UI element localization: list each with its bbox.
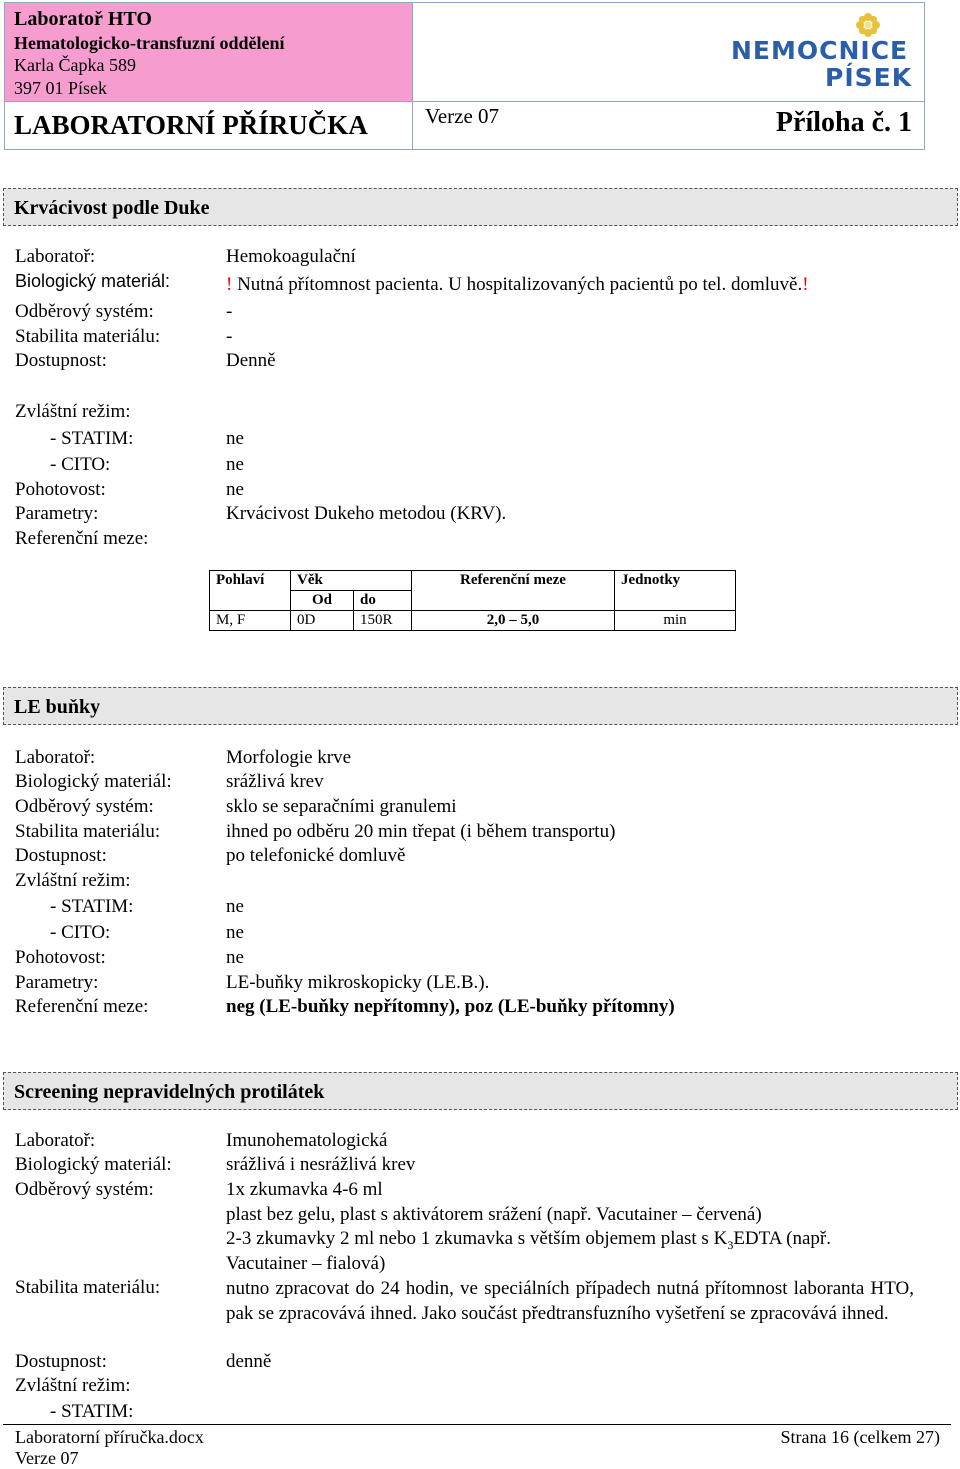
hospital-logo	[413, 3, 924, 102]
street-address: Karla Čapka 589	[14, 55, 136, 75]
label-stability: Stabilita materiálu:	[15, 821, 161, 842]
label-parameters: Parametry:	[15, 972, 99, 993]
label-material: Biologický materiál:	[15, 271, 171, 291]
value-emergency: ne	[226, 947, 244, 968]
label-availability: Dostupnost:	[15, 845, 107, 866]
section-title: Screening nepravidelných protilátek	[14, 1081, 325, 1103]
organization-block	[5, 3, 413, 102]
label-stability: Stabilita materiálu:	[15, 326, 161, 347]
section-title-bar	[3, 1072, 958, 1110]
document-title: LABORATORNÍ PŘÍRUČKA	[14, 110, 368, 140]
appendix-label: Příloha č. 1	[775, 107, 912, 138]
header-from: Od	[291, 591, 354, 611]
section-title-bar	[3, 687, 958, 725]
value-availability: Denně	[226, 350, 276, 371]
table-subheader-row	[210, 591, 736, 611]
label-laboratory: Laboratoř:	[15, 1130, 96, 1151]
section-title-bar	[3, 188, 958, 226]
empty-cell	[615, 591, 736, 611]
value-collection-system-detail	[226, 1228, 831, 1253]
logo-text-nemocnice: NEMOCNICE	[731, 36, 909, 65]
label-laboratory: Laboratoř:	[15, 747, 96, 768]
header-version: Verze 07	[425, 104, 500, 128]
city-address: 397 01 Písek	[14, 78, 108, 98]
label-special-mode: Zvláštní režim:	[15, 401, 131, 422]
warning-mark: !	[802, 274, 809, 295]
value-statim: ne	[226, 428, 244, 449]
header-reference: Referenční meze	[412, 571, 615, 591]
value-collection-system: 1x zkumavka 4-6 ml	[226, 1179, 383, 1200]
footer-version: Verze 07	[15, 1448, 79, 1468]
lab-name: Laboratoř HTO	[14, 8, 152, 30]
footer-filename: Laboratorní příručka.docx	[15, 1427, 204, 1447]
label-statim: - STATIM:	[50, 1401, 134, 1422]
label-reference: Referenční meze:	[15, 996, 149, 1017]
value-material: srážlivá krev	[226, 771, 324, 792]
label-cito: - CITO:	[50, 922, 111, 943]
section-title: LE buňky	[14, 696, 101, 718]
value-stability: nutno zpracovat do 24 hodin, ve speciálních případech nutná přítomnost laboranta HTO, pak se zpracovává ihned. Jako součást předtransfuzního vyšetření se zpracovává ihned.	[226, 1278, 914, 1324]
footer-page-number: Strana 16 (celkem 27)	[780, 1427, 940, 1447]
cell-from: 0D	[291, 611, 354, 631]
label-collection-system: Odběrový systém:	[15, 1179, 154, 1200]
value-collection-system: -	[226, 301, 233, 322]
label-emergency: Pohotovost:	[15, 479, 106, 500]
tube-text: 2-3 zkumavky 2 ml nebo 1 zkumavka s větším objemem plast s K	[226, 1228, 728, 1249]
label-collection-system: Odběrový systém:	[15, 301, 154, 322]
label-material: Biologický materiál:	[15, 771, 172, 792]
label-stability: Stabilita materiálu:	[15, 1277, 161, 1298]
value-reference: neg (LE-buňky nepřítomny), poz (LE-buňky přítomny)	[226, 996, 675, 1017]
document-header	[4, 2, 925, 150]
label-special-mode: Zvláštní režim:	[15, 1375, 131, 1396]
cell-reference: 2,0 – 5,0	[412, 611, 615, 631]
material-text: Nutná přítomnost pacienta. U hospitalizovaných pacientů po tel. domluvě.	[232, 274, 803, 295]
cell-to: 150R	[354, 611, 412, 631]
value-material	[226, 274, 809, 296]
value-material: srážlivá i nesrážlivá krev	[226, 1154, 416, 1175]
label-cito: - CITO:	[50, 454, 111, 475]
label-statim: - STATIM:	[50, 896, 134, 917]
label-parameters: Parametry:	[15, 503, 99, 524]
warning-mark: !	[226, 274, 233, 295]
footer-divider	[3, 1424, 951, 1425]
value-laboratory: Morfologie krve	[226, 747, 352, 768]
label-availability: Dostupnost:	[15, 350, 107, 371]
value-collection-system-detail: plast bez gelu, plast s aktivátorem srážení (např. Vacutainer – červená)	[226, 1204, 762, 1225]
cell-sex: M, F	[210, 611, 291, 631]
header-sex: Pohlaví	[210, 571, 291, 591]
subscript: 3	[727, 1237, 734, 1252]
value-statim: ne	[226, 896, 244, 917]
header-age: Věk	[291, 571, 412, 591]
label-emergency: Pohotovost:	[15, 947, 106, 968]
label-reference: Referenční meze:	[15, 528, 149, 549]
table-row	[210, 611, 736, 631]
label-statim: - STATIM:	[50, 428, 134, 449]
value-laboratory: Hemokoagulační	[226, 246, 356, 267]
tube-text: EDTA (např.	[733, 1228, 831, 1249]
section-title: Krvácivost podle Duke	[14, 197, 210, 219]
value-parameters: LE-buňky mikroskopicky (LE.B.).	[226, 972, 490, 993]
reference-table	[209, 570, 736, 631]
label-availability: Dostupnost:	[15, 1351, 107, 1372]
empty-cell	[412, 591, 615, 611]
table-header-row	[210, 571, 736, 591]
label-material: Biologický materiál:	[15, 1154, 172, 1175]
label-laboratory: Laboratoř:	[15, 246, 96, 267]
value-collection-system-detail: Vacutainer – fialová)	[226, 1253, 386, 1274]
cell-units: min	[615, 611, 736, 631]
value-cito: ne	[226, 454, 244, 475]
empty-cell	[210, 591, 291, 611]
value-stability: ihned po odběru 20 min třepat (i během transportu)	[226, 821, 616, 842]
value-availability: po telefonické domluvě	[226, 845, 406, 866]
header-units: Jednotky	[615, 571, 736, 591]
value-collection-system: sklo se separačními granulemi	[226, 796, 457, 817]
label-collection-system: Odběrový systém:	[15, 796, 154, 817]
label-special-mode: Zvláštní režim:	[15, 870, 131, 891]
value-availability: denně	[226, 1351, 272, 1372]
value-parameters: Krvácivost Dukeho metodou (KRV).	[226, 503, 507, 524]
value-emergency: ne	[226, 479, 244, 500]
header-to: do	[354, 591, 412, 611]
department-name: Hematologicko-transfuzní oddělení	[14, 33, 285, 53]
value-stability: -	[226, 326, 233, 347]
value-laboratory: Imunohematologická	[226, 1130, 388, 1151]
value-cito: ne	[226, 922, 244, 943]
logo-text-pisek: PÍSEK	[825, 63, 913, 92]
